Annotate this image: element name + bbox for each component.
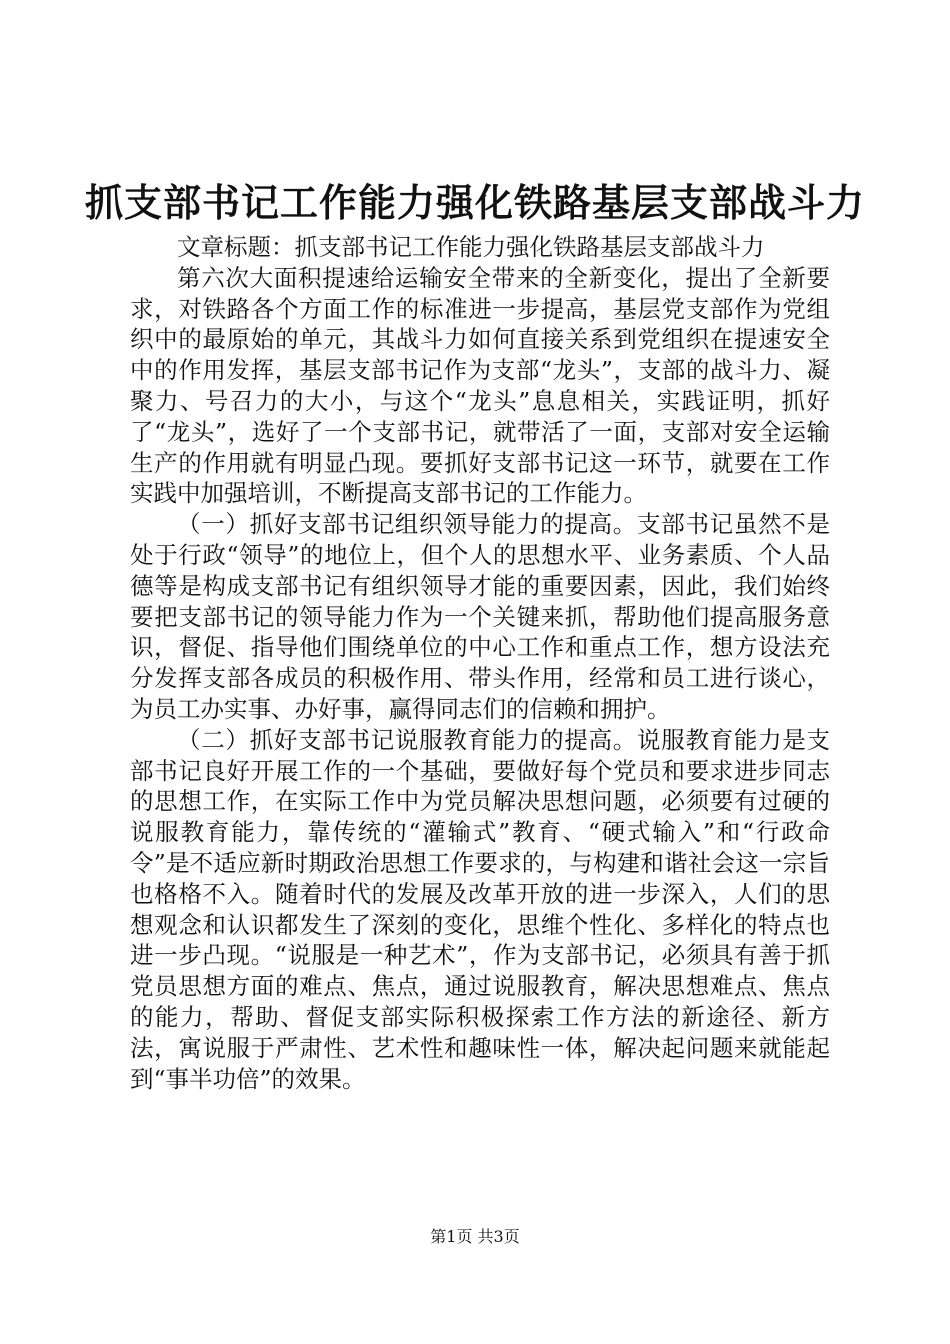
paragraph-section-one: （一）抓好支部书记组织领导能力的提高。支部书记虽然不是处于行政“领导”的地位上，但个人的思想水平、业务素质、个人品德等是构成支部书记有组织领导才能的重要因素，因此，我们始终要把支部书记的领导能力作为一个关键来抓，帮助他们提高服务意识，督促、指导他们围绕单位的中心工作和重点工作，想方设法充分发挥支部各成员的积极作用、带头作用，经常和员工进行谈心，为员工办实事、办好事，赢得同志们的信赖和拥护。 — [130, 510, 830, 723]
paragraph-section-two: （二）抓好支部书记说服教育能力的提高。说服教育能力是支部书记良好开展工作的一个基础，要做好每个党员和要求进步同志的思想工作，在实际工作中为党员解决思想问题，必须要有过硬的说服教育能力，靠传统的“灌输式”教育、“硬式输入”和“行政命令”是不适应新时期政治思想工作要求的，与构建和谐社会这一宗旨也格格不入。随着时代的发展及改革开放的进一步深入，人们的思想观念和认识都发生了深刻的变化，思维个性化、多样化的特点也进一步凸现。“说服是一种艺术”，作为支部书记，必须具有善于抓党员思想方面的难点、焦点，通过说服教育，解决思想难点、焦点的能力，帮助、督促支部实际积极探索工作方法的新途径、新方法，寓说服于严肃性、艺术性和趣味性一体，解决起问题来就能起到“事半功倍”的效果。 — [130, 725, 830, 1093]
document-title: 抓支部书记工作能力强化铁路基层支部战斗力 — [84, 180, 865, 225]
article-title-line: 文章标题：抓支部书记工作能力强化铁路基层支部战斗力 — [177, 233, 765, 261]
document-body — [130, 232, 830, 1094]
page-number: 第1页 共3页 — [430, 1227, 520, 1246]
paragraph-intro: 第六次大面积提速给运输安全带来的全新变化，提出了全新要求，对铁路各个方面工作的标准进一步提高，基层党支部作为党组织中的最原始的单元，其战斗力如何直接关系到党组织在提速安全中的作用发挥，基层支部书记作为支部“龙头”，支部的战斗力、凝聚力、号召力的大小，与这个“龙头”息息相关，实践证明，抓好了“龙头”，选好了一个支部书记，就带活了一面，支部对安全运输生产的作用就有明显凸现。要抓好支部书记这一环节，就要在工作实践中加强培训，不断提高支部书记的工作能力。 — [130, 263, 830, 508]
